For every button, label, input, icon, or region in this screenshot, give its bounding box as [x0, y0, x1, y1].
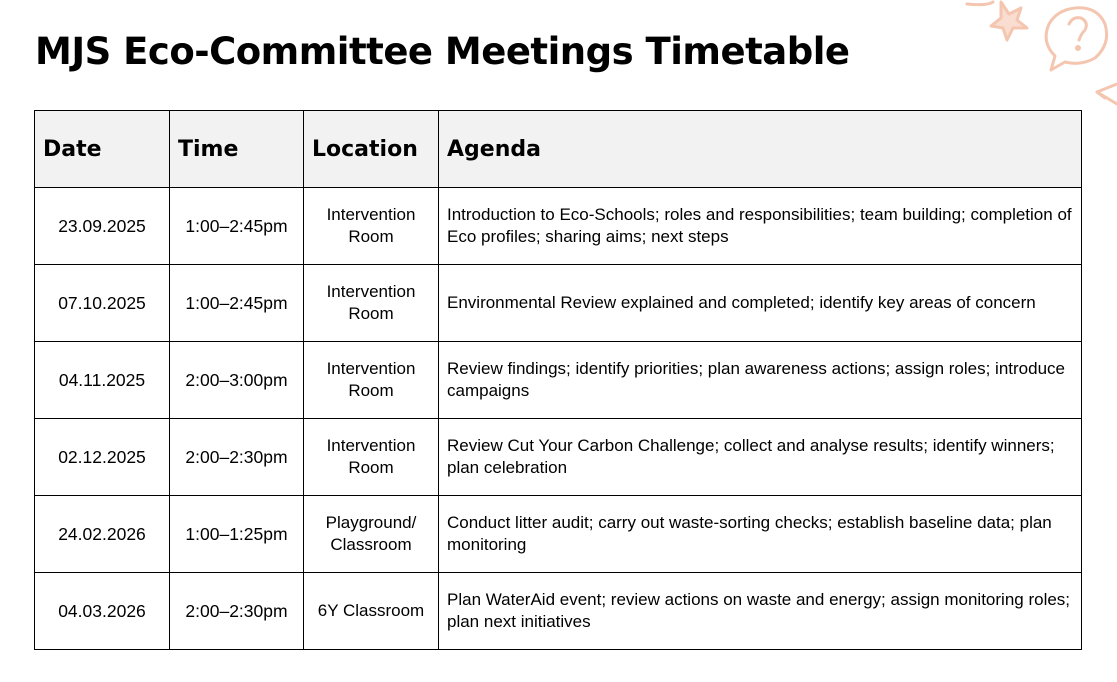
- cell-time: 2:00–2:30pm: [170, 419, 304, 496]
- corner-decoration: [947, 0, 1117, 115]
- table-row: [35, 573, 1082, 650]
- cell-agenda: Environmental Review explained and completed; identify key areas of concern: [439, 265, 1082, 342]
- cell-location: Intervention Room: [304, 188, 439, 265]
- cell-time: 1:00–2:45pm: [170, 188, 304, 265]
- question-bubble-icon: [1046, 8, 1107, 70]
- table-row: [35, 496, 1082, 573]
- cell-time: 1:00–1:25pm: [170, 496, 304, 573]
- table-row: [35, 265, 1082, 342]
- cell-location: Playground/ Classroom: [304, 496, 439, 573]
- cell-location: Intervention Room: [304, 342, 439, 419]
- cell-location: Intervention Room: [304, 265, 439, 342]
- cell-agenda: Introduction to Eco-Schools; roles and responsibilities; team building; completion of Eco profiles; sharing aims; next steps: [439, 188, 1082, 265]
- cell-date: 07.10.2025: [35, 265, 170, 342]
- table-header-row: [35, 111, 1082, 188]
- cell-time: 1:00–2:45pm: [170, 265, 304, 342]
- header-agenda: Agenda: [439, 111, 1082, 188]
- meetings-table: [34, 110, 1082, 650]
- cell-date: 23.09.2025: [35, 188, 170, 265]
- table-row: [35, 342, 1082, 419]
- cell-date: 04.03.2026: [35, 573, 170, 650]
- cell-agenda: Review findings; identify priorities; plan awareness actions; assign roles; introduce campaigns: [439, 342, 1082, 419]
- cell-location: Intervention Room: [304, 419, 439, 496]
- cell-agenda: Plan WaterAid event; review actions on waste and energy; assign monitoring roles; plan next initiatives: [439, 573, 1082, 650]
- table-row: [35, 419, 1082, 496]
- page-title: MJS Eco-Committee Meetings Timetable: [35, 30, 850, 73]
- cell-time: 2:00–2:30pm: [170, 573, 304, 650]
- header-time: Time: [170, 111, 304, 188]
- header-date: Date: [35, 111, 170, 188]
- cell-agenda: Conduct litter audit; carry out waste-sorting checks; establish baseline data; plan monitoring: [439, 496, 1082, 573]
- table-row: [35, 188, 1082, 265]
- header-location: Location: [304, 111, 439, 188]
- cell-date: 02.12.2025: [35, 419, 170, 496]
- cell-date: 04.11.2025: [35, 342, 170, 419]
- sparkle-icon: [967, 2, 1027, 40]
- cell-time: 2:00–3:00pm: [170, 342, 304, 419]
- megaphone-icon: [1097, 84, 1117, 104]
- cell-date: 24.02.2026: [35, 496, 170, 573]
- cell-agenda: Review Cut Your Carbon Challenge; collect and analyse results; identify winners; plan celebration: [439, 419, 1082, 496]
- cell-location: 6Y Classroom: [304, 573, 439, 650]
